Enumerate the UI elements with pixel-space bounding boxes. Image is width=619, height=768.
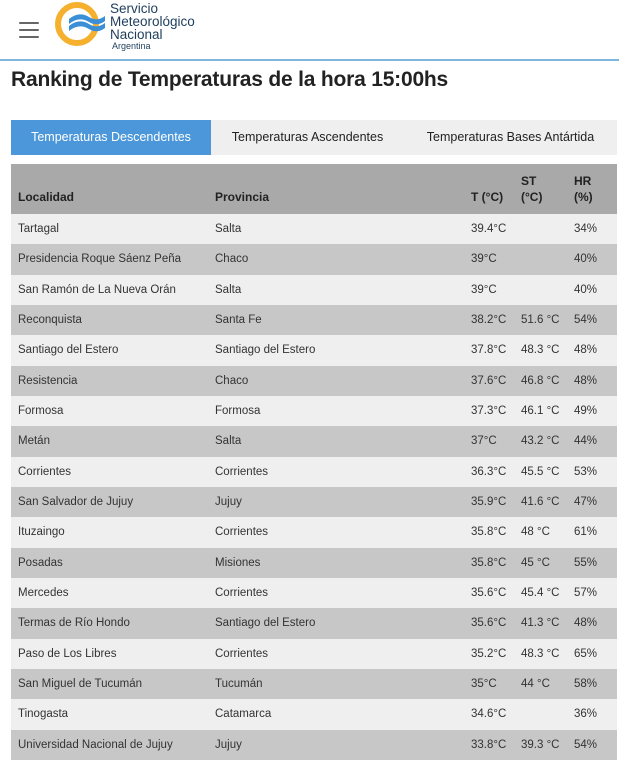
cell-humedad-relativa: 36% — [567, 699, 617, 729]
cell-provincia: Tucumán — [208, 669, 464, 699]
cell-localidad: Metán — [11, 426, 208, 456]
table-row — [11, 426, 617, 456]
cell-temperatura: 35.6°C — [464, 578, 514, 608]
header-st-line1: ST — [521, 174, 537, 188]
cell-sensacion-termica: 45 °C — [514, 548, 567, 578]
table-row — [11, 244, 617, 274]
cell-localidad: San Miguel de Tucumán — [11, 669, 208, 699]
page-title: Ranking de Temperaturas de la hora 15:00hs — [11, 68, 449, 91]
cell-humedad-relativa: 34% — [567, 214, 617, 244]
cell-temperatura: 39°C — [464, 275, 514, 305]
cell-provincia: Corrientes — [208, 578, 464, 608]
brand-line-4: Argentina — [112, 41, 151, 51]
cell-sensacion-termica: 48 °C — [514, 517, 567, 547]
cell-localidad: Santiago del Estero — [11, 335, 208, 365]
table-header-row — [11, 164, 617, 214]
cell-provincia: Santiago del Estero — [208, 335, 464, 365]
cell-localidad: Formosa — [11, 396, 208, 426]
cell-provincia: Santa Fe — [208, 305, 464, 335]
cell-temperatura: 37.8°C — [464, 335, 514, 365]
cell-humedad-relativa: 54% — [567, 305, 617, 335]
cell-localidad: Termas de Río Hondo — [11, 608, 208, 638]
cell-humedad-relativa: 58% — [567, 669, 617, 699]
cell-provincia: Salta — [208, 275, 464, 305]
cell-temperatura: 35.6°C — [464, 608, 514, 638]
cell-humedad-relativa: 48% — [567, 608, 617, 638]
table-row — [11, 214, 617, 244]
cell-humedad-relativa: 49% — [567, 396, 617, 426]
cell-localidad: Universidad Nacional de Jujuy — [11, 730, 208, 760]
cell-provincia: Jujuy — [208, 730, 464, 760]
cell-sensacion-termica: 41.3 °C — [514, 608, 567, 638]
header-divider — [0, 59, 619, 61]
cell-provincia: Misiones — [208, 548, 464, 578]
table-row — [11, 487, 617, 517]
cell-temperatura: 35.8°C — [464, 548, 514, 578]
cell-provincia: Corrientes — [208, 639, 464, 669]
header-humedad-relativa — [567, 164, 617, 214]
cell-provincia: Catamarca — [208, 699, 464, 729]
cell-temperatura: 33.8°C — [464, 730, 514, 760]
cell-temperatura: 38.2°C — [464, 305, 514, 335]
table-row — [11, 517, 617, 547]
cell-localidad: Presidencia Roque Sáenz Peña — [11, 244, 208, 274]
table-row — [11, 335, 617, 365]
cell-sensacion-termica: 43.2 °C — [514, 426, 567, 456]
cell-temperatura: 36.3°C — [464, 457, 514, 487]
cell-humedad-relativa: 44% — [567, 426, 617, 456]
cell-humedad-relativa: 40% — [567, 275, 617, 305]
cell-sensacion-termica: 48.3 °C — [514, 335, 567, 365]
cell-temperatura: 37.3°C — [464, 396, 514, 426]
cell-sensacion-termica: 46.8 °C — [514, 366, 567, 396]
header-provincia: Provincia — [208, 164, 464, 214]
tab-temperaturas-descendentes[interactable]: Temperaturas Descendentes — [11, 120, 211, 155]
cell-humedad-relativa: 40% — [567, 244, 617, 274]
cell-temperatura: 35.2°C — [464, 639, 514, 669]
cell-sensacion-termica: 45.5 °C — [514, 457, 567, 487]
cell-humedad-relativa: 55% — [567, 548, 617, 578]
smn-logo-icon[interactable] — [55, 2, 107, 46]
cell-sensacion-termica — [514, 214, 567, 244]
cell-provincia: Salta — [208, 426, 464, 456]
tab-temperaturas-bases-antartida[interactable]: Temperaturas Bases Antártida — [426, 130, 595, 144]
cell-localidad: Ituzaingo — [11, 517, 208, 547]
cell-temperatura: 39.4°C — [464, 214, 514, 244]
cell-provincia: Santiago del Estero — [208, 608, 464, 638]
brand-name[interactable] — [110, 2, 195, 52]
cell-provincia: Jujuy — [208, 487, 464, 517]
cell-temperatura: 35.8°C — [464, 517, 514, 547]
cell-provincia: Formosa — [208, 396, 464, 426]
cell-temperatura: 35.9°C — [464, 487, 514, 517]
cell-provincia: Salta — [208, 214, 464, 244]
cell-localidad: Mercedes — [11, 578, 208, 608]
cell-sensacion-termica — [514, 699, 567, 729]
table-row — [11, 639, 617, 669]
cell-localidad: San Ramón de La Nueva Orán — [11, 275, 208, 305]
cell-localidad: Reconquista — [11, 305, 208, 335]
cell-localidad: Corrientes — [11, 457, 208, 487]
brand-line-1: Servicio — [110, 1, 159, 16]
header-localidad: Localidad — [11, 164, 208, 214]
cell-humedad-relativa: 57% — [567, 578, 617, 608]
table-row — [11, 457, 617, 487]
table-body — [11, 214, 617, 760]
cell-localidad: Posadas — [11, 548, 208, 578]
table-row — [11, 396, 617, 426]
hamburger-menu-icon[interactable] — [19, 22, 39, 38]
cell-sensacion-termica: 51.6 °C — [514, 305, 567, 335]
cell-provincia: Chaco — [208, 244, 464, 274]
table-row — [11, 669, 617, 699]
cell-sensacion-termica: 46.1 °C — [514, 396, 567, 426]
tab-bar — [11, 120, 617, 155]
cell-humedad-relativa: 53% — [567, 457, 617, 487]
cell-temperatura: 37.6°C — [464, 366, 514, 396]
cell-provincia: Corrientes — [208, 517, 464, 547]
header-hr-line1: HR — [574, 174, 592, 188]
table-row — [11, 578, 617, 608]
cell-localidad: Tinogasta — [11, 699, 208, 729]
cell-localidad: Tartagal — [11, 214, 208, 244]
header-sensacion-termica — [514, 164, 567, 214]
cell-humedad-relativa: 48% — [567, 335, 617, 365]
cell-provincia: Corrientes — [208, 457, 464, 487]
cell-sensacion-termica: 45.4 °C — [514, 578, 567, 608]
table-row — [11, 608, 617, 638]
table-row — [11, 275, 617, 305]
cell-humedad-relativa: 47% — [567, 487, 617, 517]
table-row — [11, 699, 617, 729]
header-hr-line2: (%) — [574, 190, 593, 204]
cell-sensacion-termica: 39.3 °C — [514, 730, 567, 760]
cell-sensacion-termica: 44 °C — [514, 669, 567, 699]
header-temperatura: T (°C) — [464, 164, 514, 214]
cell-temperatura: 34.6°C — [464, 699, 514, 729]
cell-temperatura: 35°C — [464, 669, 514, 699]
cell-sensacion-termica: 41.6 °C — [514, 487, 567, 517]
table-row — [11, 305, 617, 335]
brand-line-3: Nacional — [110, 27, 163, 42]
brand-line-2: Meteorológico — [110, 14, 195, 29]
cell-temperatura: 37°C — [464, 426, 514, 456]
cell-localidad: Paso de Los Libres — [11, 639, 208, 669]
table-row — [11, 366, 617, 396]
cell-localidad: San Salvador de Jujuy — [11, 487, 208, 517]
cell-localidad: Resistencia — [11, 366, 208, 396]
table-row — [11, 730, 617, 760]
header-st-line2: (°C) — [521, 190, 543, 204]
cell-humedad-relativa: 48% — [567, 366, 617, 396]
table-row — [11, 548, 617, 578]
cell-humedad-relativa: 54% — [567, 730, 617, 760]
cell-humedad-relativa: 65% — [567, 639, 617, 669]
cell-temperatura: 39°C — [464, 244, 514, 274]
tab-temperaturas-ascendentes[interactable]: Temperaturas Ascendentes — [231, 130, 384, 144]
top-bar — [0, 0, 619, 60]
cell-sensacion-termica: 48.3 °C — [514, 639, 567, 669]
cell-humedad-relativa: 61% — [567, 517, 617, 547]
temperature-ranking-table — [11, 164, 617, 760]
cell-sensacion-termica — [514, 244, 567, 274]
cell-provincia: Chaco — [208, 366, 464, 396]
cell-sensacion-termica — [514, 275, 567, 305]
